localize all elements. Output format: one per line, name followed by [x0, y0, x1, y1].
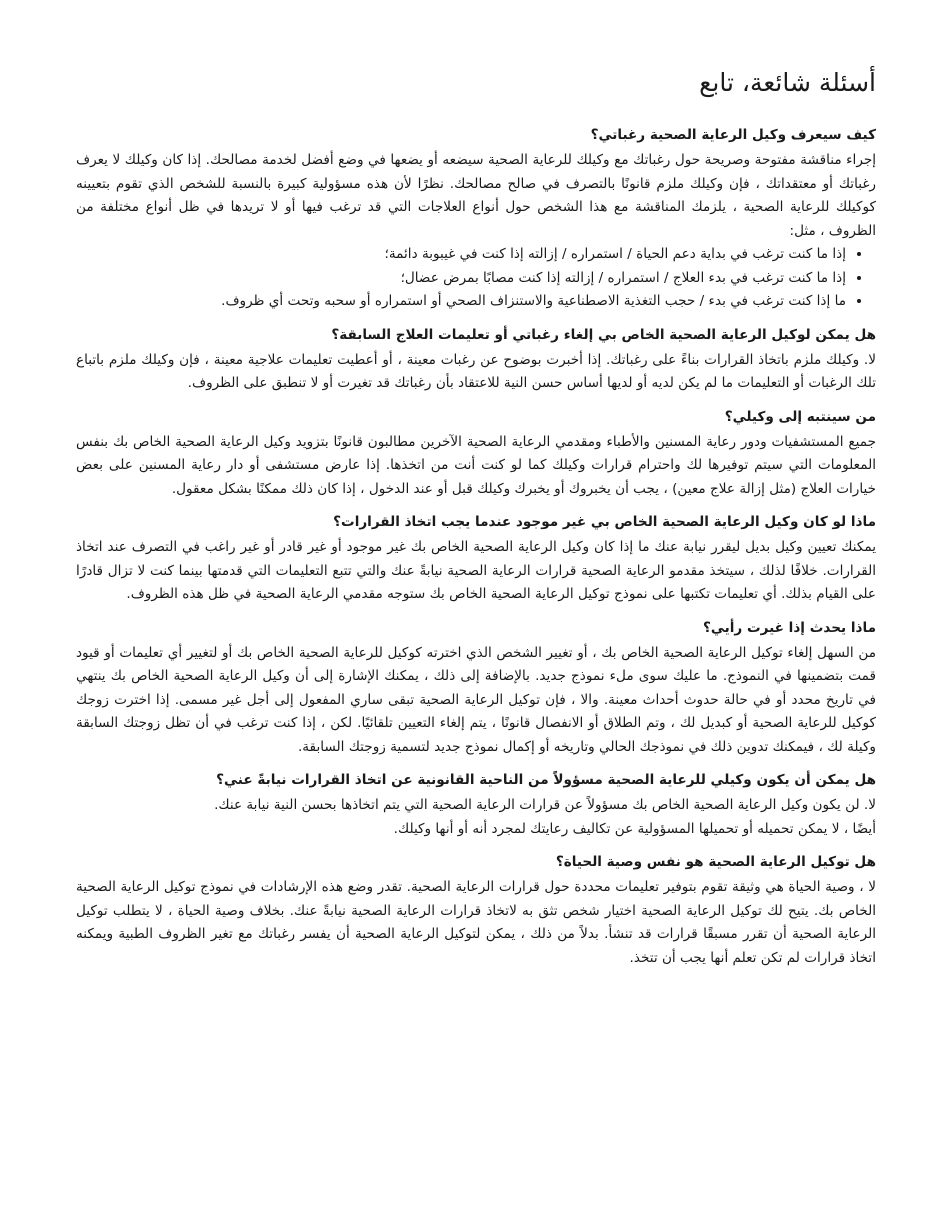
faq-question: كيف سيعرف وكيل الرعاية الصحية رغباتي؟	[590, 127, 876, 143]
faq-question: ماذا لو كان وكيل الرعاية الصحية الخاص بي غير موجود عندما يجب اتخاذ القرارات؟	[333, 514, 876, 530]
faq-answer: جميع المستشفيات ودور رعاية المسنين والأطباء ومقدمي الرعاية الصحية الآخرين مطالبون قانونًا بتزويد وكيل الرعاية الصحية الخاص بك بنفس المعلومات التي سيتم توفيرها لك واحترام قرارات وكيلك كما لو كنت أنت من اتخذها. إذا عارض مستشفى أو دار رعاية المسنين على بعض خيارات العلاج (مثل إزالة علاج معين) ، يجب أن يخبروك أو يخبرك وكيلك قبل أو عند الدخول ، إذا كان ذلك ممكنًا بشكل معقول.	[76, 433, 876, 497]
faq-answer: أيضًا ، لا يمكن تحميله أو تحميلها المسؤولية عن تكاليف رعايتك لمجرد أنه أو أنها وكيلك.	[393, 820, 876, 837]
bullet-item: • إذا ما كنت ترغب في بداية دعم الحياة / استمراره / إزالته إذا كنت في غيبوبة دائمة؛	[76, 243, 846, 267]
faq-answer: لا. لن يكون وكيل الرعاية الصحية الخاص بك مسؤولاً عن قرارات الرعاية الصحية التي يتم اتخاذها بحسن النية نيابة عنك.	[214, 797, 876, 813]
faq-item	[76, 769, 876, 841]
faq-item	[76, 124, 876, 314]
faq-question: ماذا يحدث إذا غيرت رأيي؟	[703, 619, 876, 636]
page-title: أسئلة شائعة، تابع	[699, 68, 876, 97]
faq-question: هل يمكن أن يكون وكيلي للرعاية الصحية مسؤولاً من الناحية القانونية عن اتخاذ القرارات نيابةً عني؟	[216, 772, 876, 788]
faq-question: هل توكيل الرعاية الصحية هو نفس وصية الحياة؟	[555, 854, 876, 870]
faq-answer: لا ، وصية الحياة هي وثيقة تقوم بتوفير تعليمات محددة حول قرارات الرعاية الصحية. تقدر وضع هذه الإرشادات في نموذج توكيل الرعاية الصحية الخاص بك. يتيح لك توكيل الرعاية الصحية اختيار شخص تثق به لاتخاذ قرارات الرعاية الصحية نيابةً عنك. بخلاف وصية الحياة ، لا يتطلب توكيل الرعاية الصحية أن تقرر مسبقًا قرارات قد تنشأ. بدلاً من ذلك ، يمكن لتوكيل الرعاية الصحية أن يفسر رغباتك مع تغير الظروف الطبية ويمكنه اتخاذ قرارات لم تكن تعلم أنها يجب أن تتخذ.	[76, 879, 876, 966]
faq-item	[76, 851, 876, 970]
faq-answer: إجراء مناقشة مفتوحة وصريحة حول رغباتك مع وكيلك للرعاية الصحية سيضعه أو يضعها في وضع أفضل لخدمة مصالحك. إذا كان وكيلك لا يعرف رغباتك أو معتقداتك ، فإن وكيلك ملزم قانونًا بالتصرف في صالح مصالحك. نظرًا لأن هذه مسؤولية كبيرة بالنسبة للشخص الذي تقوم بتعيينه كوكيلك للرعاية الصحية ، يلزمك المناقشة مع هذا الشخص حول أنواع العلاجات التي قد ترغب فيها أو لا تريدها في ظل أنواع مختلفة من الظروف ، مثل:	[76, 152, 876, 239]
bullet-list	[76, 243, 876, 314]
bullet-item: • ما إذا كنت ترغب في بدء / حجب التغذية الاصطناعية والاستنزاف الصحي أو استمراره أو سحبه وتحت أي ظروف.	[76, 290, 846, 314]
faq-item	[76, 617, 876, 760]
faq-answer: لا. وكيلك ملزم باتخاذ القرارات بناءً على رغباتك. إذا أخبرت بوضوح عن رغبات معينة ، أو أعطيت تعليمات علاجية معينة ، فإن وكيلك ملزم باتباع تلك الرغبات أو التعليمات ما لم يكن لديه أو لديها أساس حسن النية للاعتقاد بأن رغباتك قد تغيرت أو لا تنطبق على الظروف.	[76, 351, 876, 391]
faq-item	[76, 324, 876, 396]
faq-question: من سينتبه إلى وكيلي؟	[724, 408, 876, 425]
faq-question: هل يمكن لوكيل الرعاية الصحية الخاص بي إلغاء رغباتي أو تعليمات العلاج السابقة؟	[331, 326, 876, 343]
faq-answer: يمكنك تعيين وكيل بديل ليقرر نيابة عنك ما إذا كان وكيل الرعاية الصحية الخاص بك غير موجود أو غير قادر أو غير راغب في التصرف عند اتخاذ القرارات. خلافًا لذلك ، سيتخذ مقدمو الرعاية الصحية قرارات الرعاية الصحية نيابةً عنك والتي تتبع التعليمات التي قدمتها بينما كنت لا تزال قادرًا على القيام بذلك. أي تعليمات تكتبها على نموذج توكيل الرعاية الصحية الخاص بك ستوجه مقدمي الرعاية الصحية في ظل هذه الظروف.	[76, 539, 876, 602]
faq-answer: من السهل إلغاء توكيل الرعاية الصحية الخاص بك ، أو تغيير الشخص الذي اخترته كوكيل للرعاية الصحية الخاص بك أو لتغيير أي تعليمات أو قيود قمت بتضمينها في النموذج. ما عليك سوى ملء نموذج جديد. بالإضافة إلى ذلك ، يمكنك الإشارة إلى أن وكيل الرعاية الصحية الخاص بك ينتهي في تاريخ محدد أو في حالة حدوث أحداث معينة. والا ، فإن توكيل الرعاية الصحية تبقى ساري المفعول إلى أجل غير مسمى. إذا اخترت زوجك كوكيل للرعاية الصحية أو كبديل لك ، وتم الطلاق أو الانفصال قانونًا ، يتم إلغاء التعيين تلقائيًا. لكن ، إذا كنت ترغب في أن تظل زوجتك السابقة وكيلة لك ، فيمكنك تدوين ذلك في نموذجك الحالي وتاريخه أو إكمال نموذج جديد لتسمية زوجتك السابقة.	[76, 644, 876, 755]
faq-item	[76, 511, 876, 607]
faq-item	[76, 406, 876, 502]
bullet-item: • إذا ما كنت ترغب في بدء العلاج / استمراره / إزالته إذا كنت مصابًا بمرض عضال؛	[76, 267, 846, 291]
